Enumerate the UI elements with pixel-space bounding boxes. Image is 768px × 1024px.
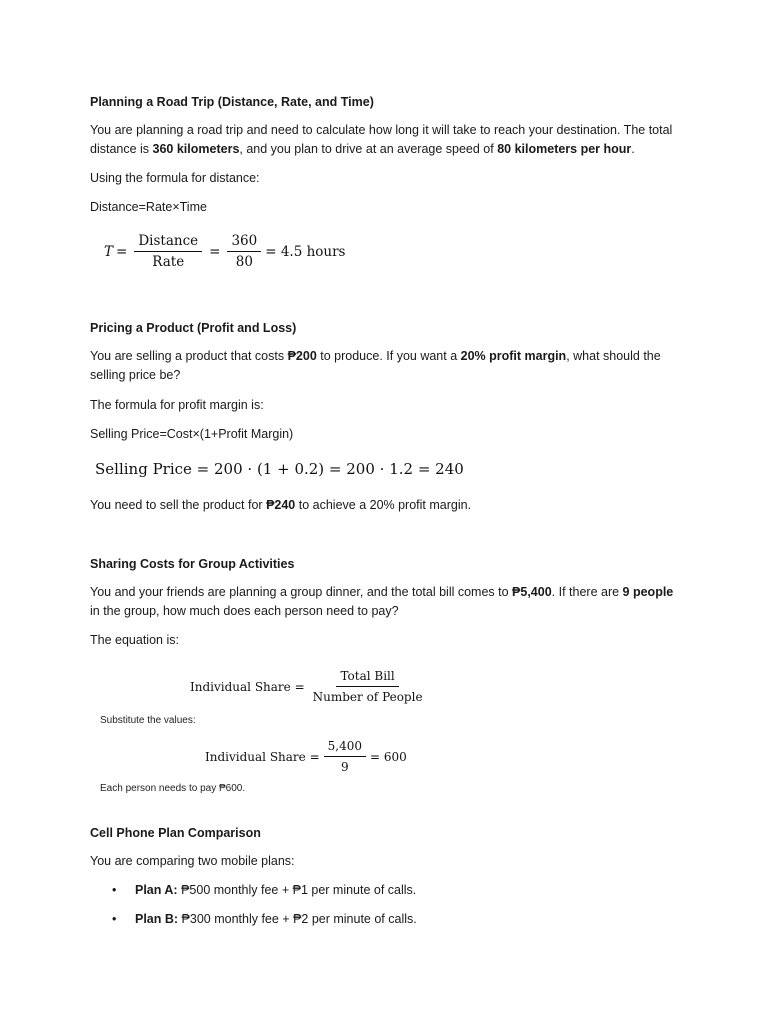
eq-denominator: Number of People <box>312 690 423 704</box>
plan-details: ₱500 monthly fee + ₱1 per minute of calls. <box>177 883 417 897</box>
plans-list <box>90 881 690 939</box>
people-value: 9 people <box>622 585 674 599</box>
plan-label: Plan B: <box>135 912 179 926</box>
substitute-label: Substitute the values: <box>100 715 196 726</box>
plans-intro: You are comparing two mobile plans: <box>90 854 295 868</box>
text-run: , and you plan to drive at an average speed of <box>239 142 498 156</box>
distance-value: 360 kilometers <box>152 142 240 156</box>
equation-intro: The equation is: <box>90 633 179 647</box>
speed-value: 80 kilometers per hour <box>497 142 632 156</box>
share-substituted-equation <box>205 738 407 775</box>
plan-label: Plan A: <box>135 883 178 897</box>
eq-denominator: 80 <box>235 254 253 270</box>
bullet-icon: • <box>112 912 117 926</box>
eq-numerator: 360 <box>227 233 261 252</box>
eq-numerator: Total Bill <box>336 668 398 687</box>
eq-numerator: 5,400 <box>324 738 366 757</box>
pricing-paragraph <box>90 347 680 385</box>
eq-denominator: 9 <box>341 760 349 774</box>
eq-result: = 600 <box>370 749 407 764</box>
formula-intro: Using the formula for distance: <box>90 171 260 185</box>
margin-value: 20% profit margin <box>460 349 567 363</box>
eq-variable: T <box>104 243 114 260</box>
sharing-paragraph <box>90 583 680 621</box>
pricing-conclusion <box>90 496 680 515</box>
list-item <box>90 881 690 910</box>
text-run: to achieve a 20% profit margin. <box>295 498 472 512</box>
section-heading-sharing-costs: Sharing Costs for Group Activities <box>90 557 295 571</box>
text-run: in the group, how much does each person need to pay? <box>90 604 399 618</box>
eq-fraction <box>227 233 261 270</box>
bill-value: ₱5,400 <box>512 585 552 599</box>
eq-equals: = <box>209 243 221 260</box>
section-heading-pricing: Pricing a Product (Profit and Loss) <box>90 321 297 335</box>
section-heading-road-trip: Planning a Road Trip (Distance, Rate, and Time) <box>90 95 374 109</box>
eq-lhs: Individual Share = <box>205 749 320 764</box>
list-item <box>90 910 690 939</box>
road-trip-paragraph <box>90 121 680 159</box>
text-run: . If there are <box>551 585 623 599</box>
cost-value: ₱200 <box>287 349 317 363</box>
price-value: ₱240 <box>266 498 296 512</box>
eq-fraction <box>324 738 366 775</box>
share-equation <box>190 668 431 705</box>
profit-formula: Selling Price=Cost×(1+Profit Margin) <box>90 427 294 441</box>
share-note: Each person needs to pay ₱600. <box>100 783 246 794</box>
text-run: You need to sell the product for <box>90 498 267 512</box>
section-heading-phone-plans: Cell Phone Plan Comparison <box>90 826 261 840</box>
eq-fraction <box>309 668 427 705</box>
text-run: You are planning a road trip and need to calculate how long it will take to reach your destination. The total distance is <box>90 123 673 156</box>
text-run: , what should the selling price be? <box>90 349 661 382</box>
text-run: You and your friends are planning a group dinner, and the total bill comes to <box>90 585 513 599</box>
text-run: to produce. If you want a <box>316 349 461 363</box>
eq-numerator: Distance <box>134 233 202 252</box>
text-run: You are selling a product that costs <box>90 349 288 363</box>
profit-formula-intro: The formula for profit margin is: <box>90 398 264 412</box>
eq-fraction <box>134 233 202 270</box>
text-run: . <box>631 142 635 156</box>
plan-details: ₱300 monthly fee + ₱2 per minute of calls. <box>178 912 417 926</box>
eq-equals: = <box>116 243 128 260</box>
time-equation <box>104 233 345 270</box>
distance-formula: Distance=Rate×Time <box>90 200 207 214</box>
eq-result: = 4.5 hours <box>265 243 346 260</box>
eq-denominator: Rate <box>152 254 185 270</box>
selling-price-equation: Selling Price = 200 · (1 + 0.2) = 200 · 1.2 = 240 <box>95 460 464 478</box>
eq-lhs: Individual Share = <box>190 679 305 694</box>
bullet-icon: • <box>112 883 117 897</box>
